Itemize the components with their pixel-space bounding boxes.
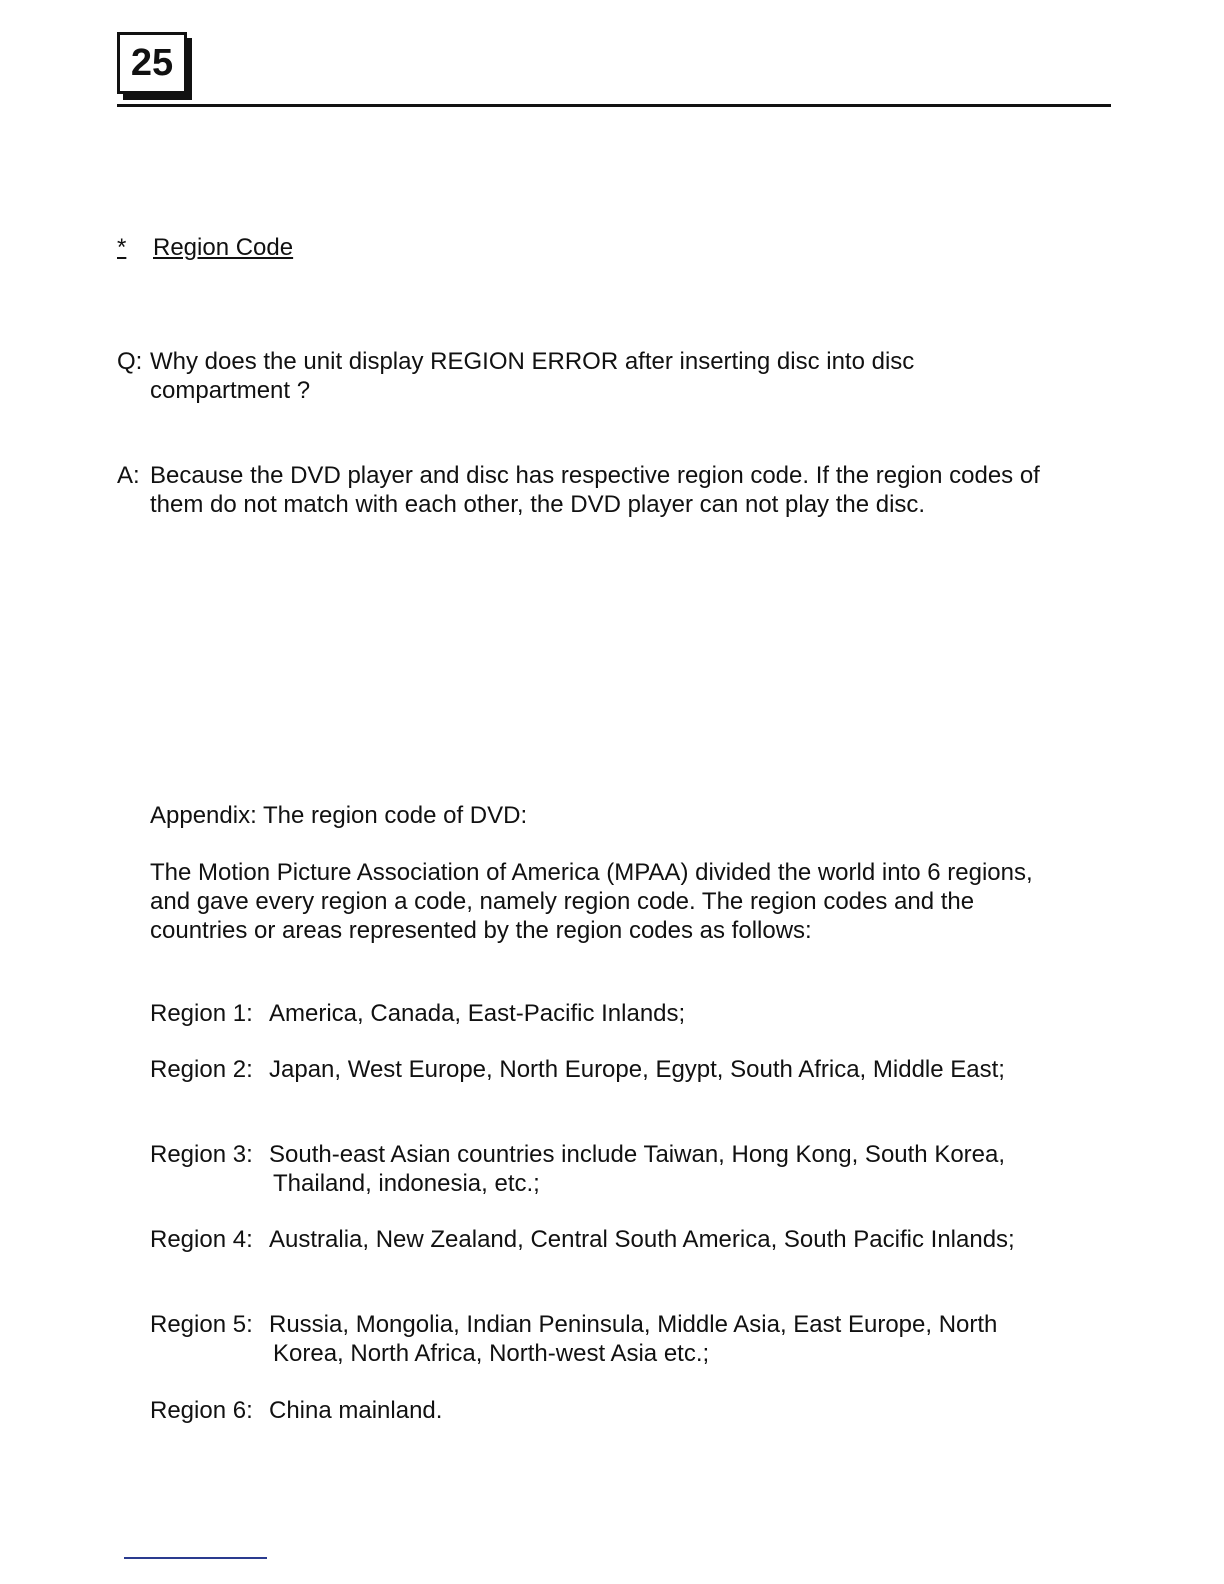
page-number-box <box>117 32 187 94</box>
appendix-intro: The Motion Picture Association of America (MPAA) divided the world into 6 regions, and gave every region a code, namely region code. The region codes and the countries or areas represented by the region codes as follows: <box>150 859 1033 944</box>
region-label: Region 6: <box>150 1397 253 1424</box>
region-item <box>150 1225 1050 1254</box>
region-label: Region 5: <box>150 1311 253 1338</box>
region-text: China mainland. <box>269 1397 443 1424</box>
region-label: Region 2: <box>150 1056 253 1083</box>
region-text: Australia, New Zealand, Central South America, South Pacific Inlands; <box>269 1226 1015 1253</box>
region-item <box>150 1396 1050 1425</box>
region-label: Region 1: <box>150 1000 253 1027</box>
answer-block <box>117 461 1057 519</box>
footer-rule <box>124 1557 267 1559</box>
page-number-shadow-bottom <box>123 94 192 100</box>
region-item <box>150 1140 1050 1198</box>
page-number-shadow <box>186 38 192 100</box>
region-label: Region 4: <box>150 1226 253 1253</box>
answer-text: Because the DVD player and disc has respective region code. If the region codes of them do not match with each other, the DVD player can not play the disc. <box>150 462 1040 518</box>
region-label: Region 3: <box>150 1141 253 1168</box>
section-title <box>117 234 293 262</box>
region-text: America, Canada, East-Pacific Inlands; <box>269 1000 686 1027</box>
section-title-text: Region Code <box>153 234 294 261</box>
region-text: Russia, Mongolia, Indian Peninsula, Middle Asia, East Europe, North Korea, North Africa, North-west Asia etc.; <box>269 1311 998 1367</box>
region-text: Japan, West Europe, North Europe, Egypt, South Africa, Middle East; <box>269 1056 1005 1083</box>
page-number: 25 <box>130 42 174 84</box>
region-item <box>150 1310 1050 1368</box>
answer-label: A: <box>117 462 140 489</box>
question-text: Why does the unit display REGION ERROR after inserting disc into disc compartment ? <box>150 348 915 404</box>
region-item <box>150 1055 1050 1084</box>
appendix-heading: Appendix: The region code of DVD: <box>150 802 528 829</box>
region-item <box>150 999 1050 1028</box>
section-marker: * <box>117 234 127 261</box>
question-label: Q: <box>117 348 143 375</box>
question-block <box>117 347 1057 405</box>
header-rule <box>117 104 1111 107</box>
region-text: South-east Asian countries include Taiwan, Hong Kong, South Korea, Thailand, indonesia, etc.; <box>269 1141 1006 1197</box>
